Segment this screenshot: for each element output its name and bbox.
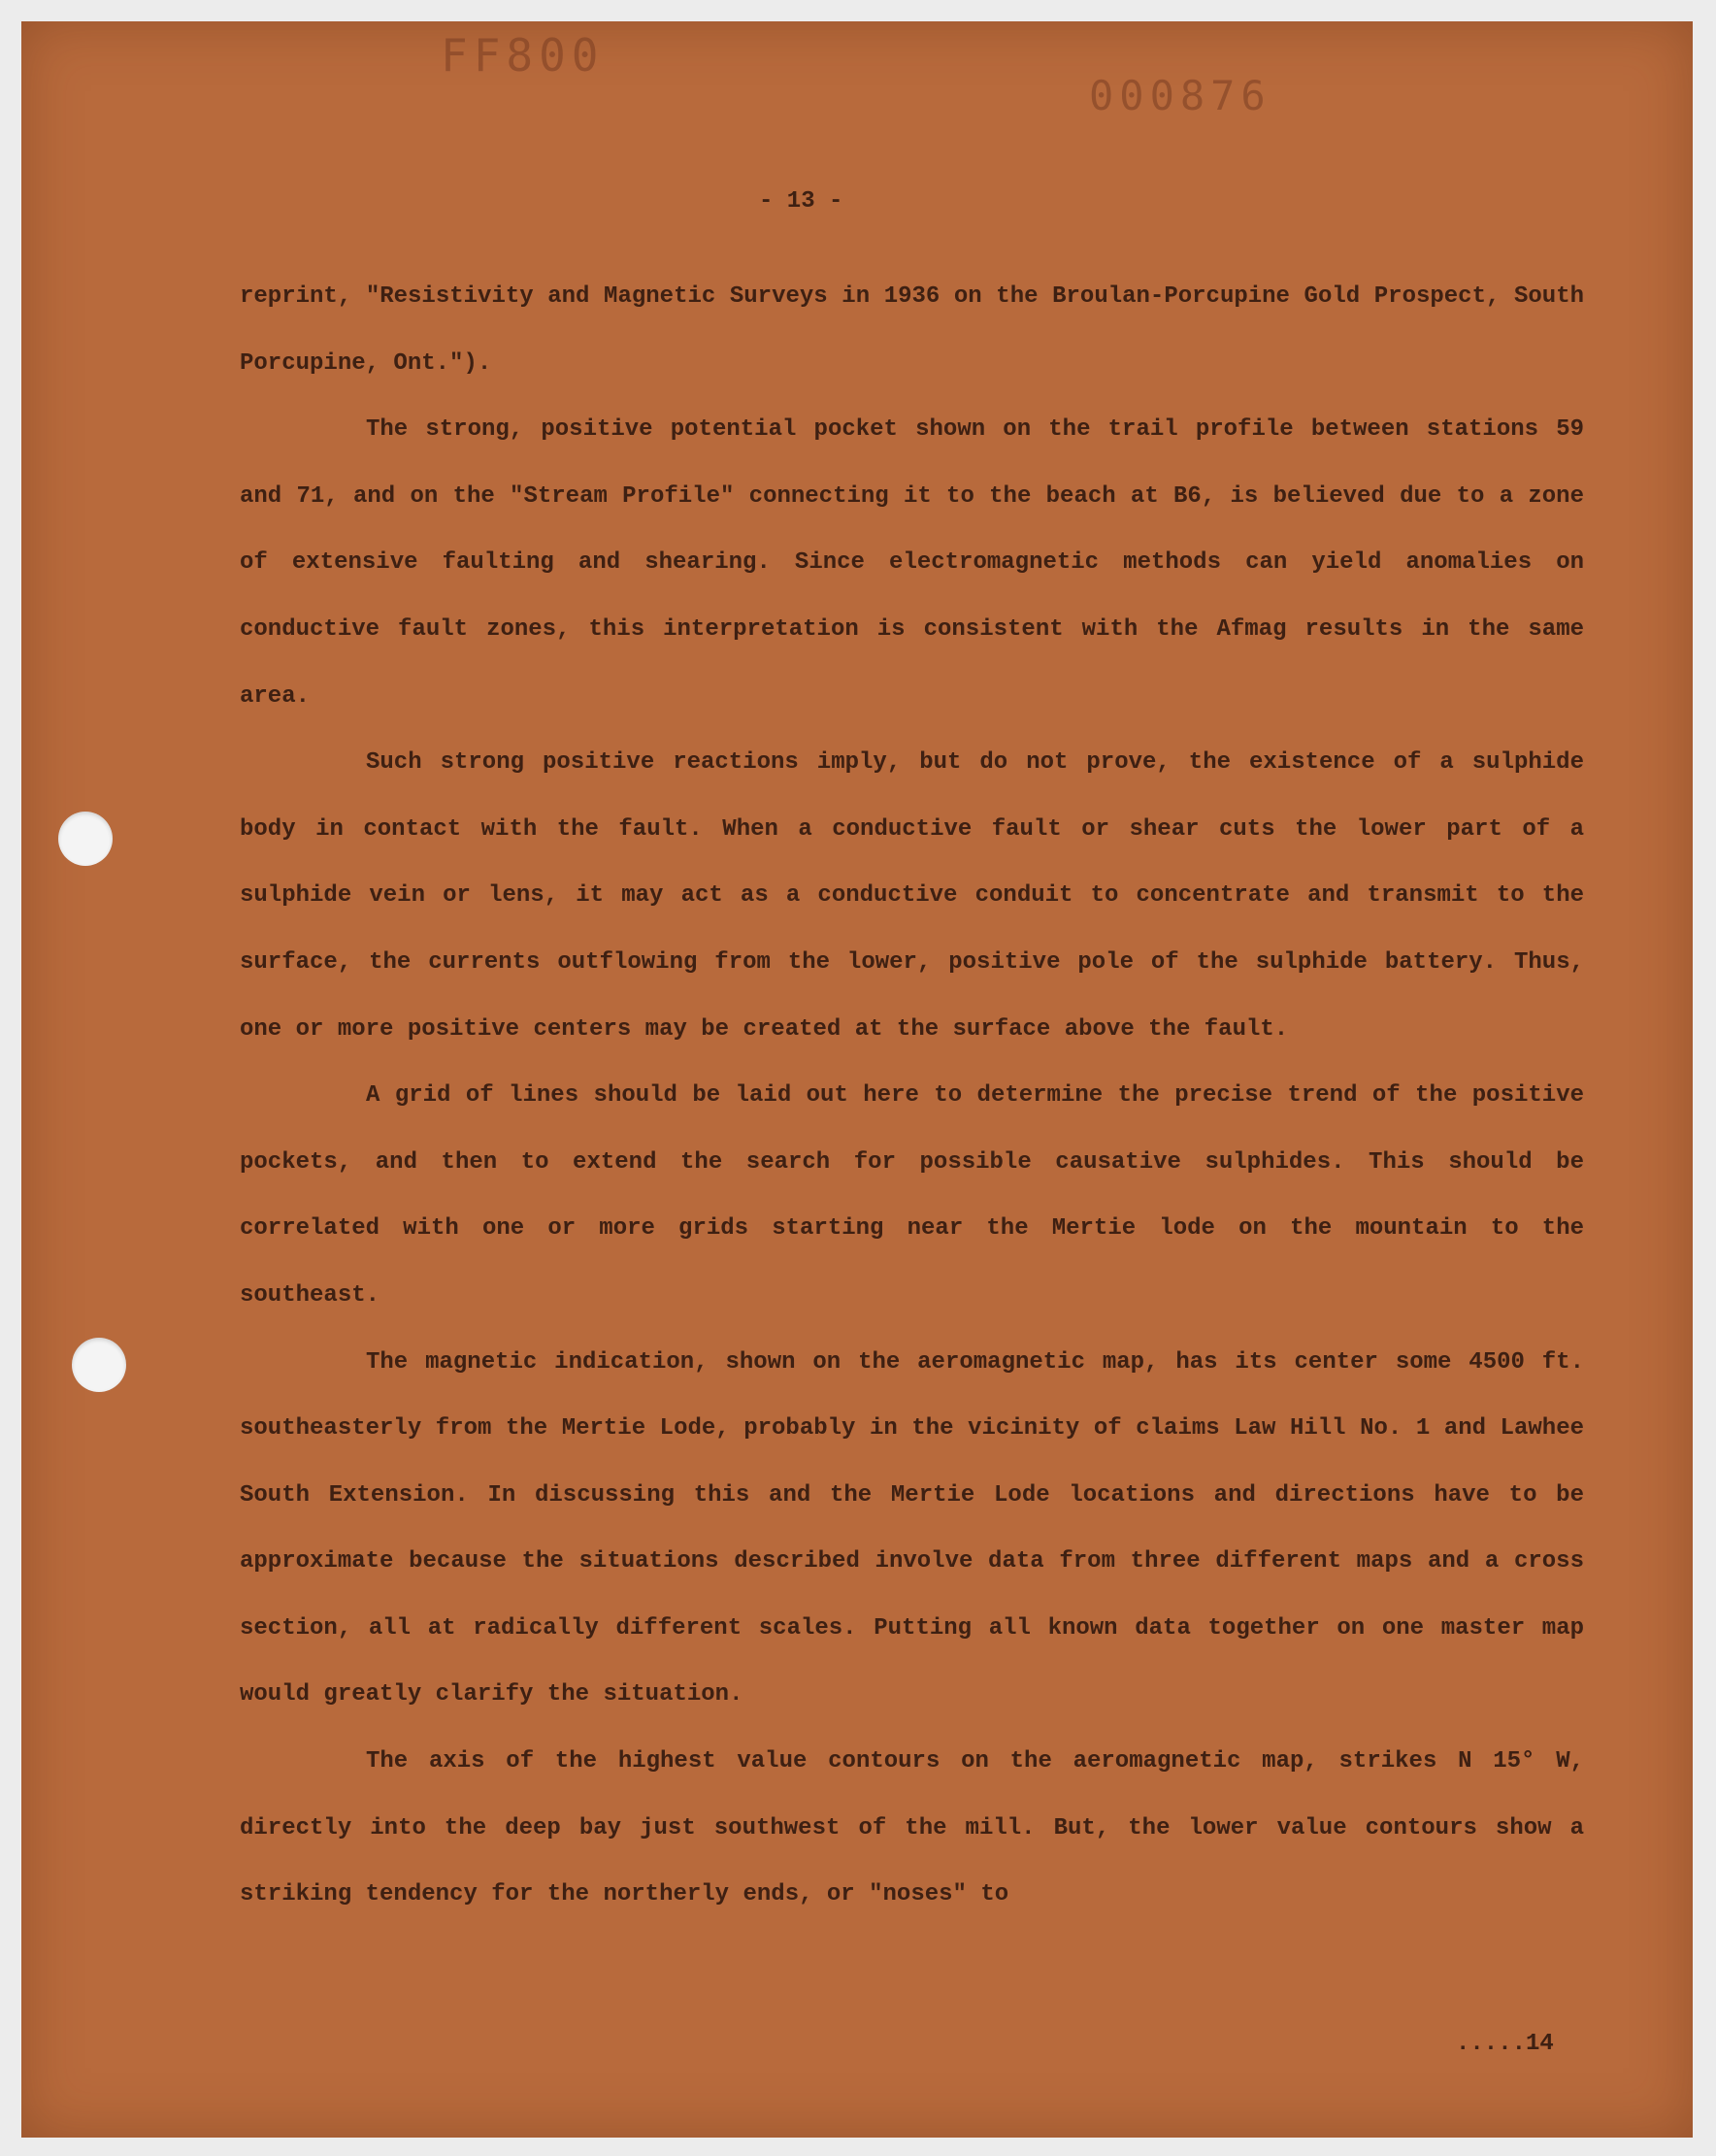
- punch-hole: [72, 1338, 126, 1392]
- document-page: [21, 21, 1693, 2138]
- stamp-right: 000876: [1089, 72, 1271, 119]
- paragraph: Such strong positive reactions imply, but do not prove, the existence of a sulphide body in contact with the fault. When a conductive fault or shear cuts the lower part of a sulphide vein or lens, it may act as a conductive conduit to concentrate and transmit to the surface, the currents outflowing from the lower, positive pole of the sulphide battery. Thus, one or more positive centers may be created at the surface above the fault.: [240, 749, 1584, 1043]
- punch-hole: [58, 812, 113, 866]
- paragraph: reprint, "Resistivity and Magnetic Surveys in 1936 on the Broulan-Porcupine Gold Prospect, South Porcupine, Ont.").: [240, 283, 1584, 377]
- body-text: [240, 264, 1584, 1929]
- stamp-left: FF800: [441, 29, 605, 82]
- paragraph: The strong, positive potential pocket shown on the trail profile between stations 59 and 71, and on the "Stream Profile" connecting it to the beach at B6, is believed due to a zone of extensive faulting and shearing. Since electromagnetic methods can yield anomalies on conductive fault zones, this interpretation is consistent with the Afmag results in the same area.: [240, 416, 1584, 710]
- continuation-marker: .....14: [1456, 2031, 1554, 2057]
- paragraph: The axis of the highest value contours on the aeromagnetic map, strikes N 15° W, directly into the deep bay just southwest of the mill. But, the lower value contours show a striking tendency for the northerly ends, or "noses" to: [240, 1748, 1584, 1908]
- page-number: - 13 -: [759, 188, 843, 215]
- paragraph: A grid of lines should be laid out here to determine the precise trend of the positive pockets, and then to extend the search for possible causative sulphides. This should be correlated with one or more grids starting near the Mertie lode on the mountain to the southeast.: [240, 1082, 1584, 1309]
- paragraph: The magnetic indication, shown on the aeromagnetic map, has its center some 4500 ft. southeasterly from the Mertie Lode, probably in the vicinity of claims Law Hill No. 1 and Lawhee South Extension. In discussing this and the Mertie Lode locations and directions have to be approximate because the situations described involve data from three different maps and a cross section, all at radically different scales. Putting all known data together on one master map would greatly clarify the situation.: [240, 1348, 1584, 1708]
